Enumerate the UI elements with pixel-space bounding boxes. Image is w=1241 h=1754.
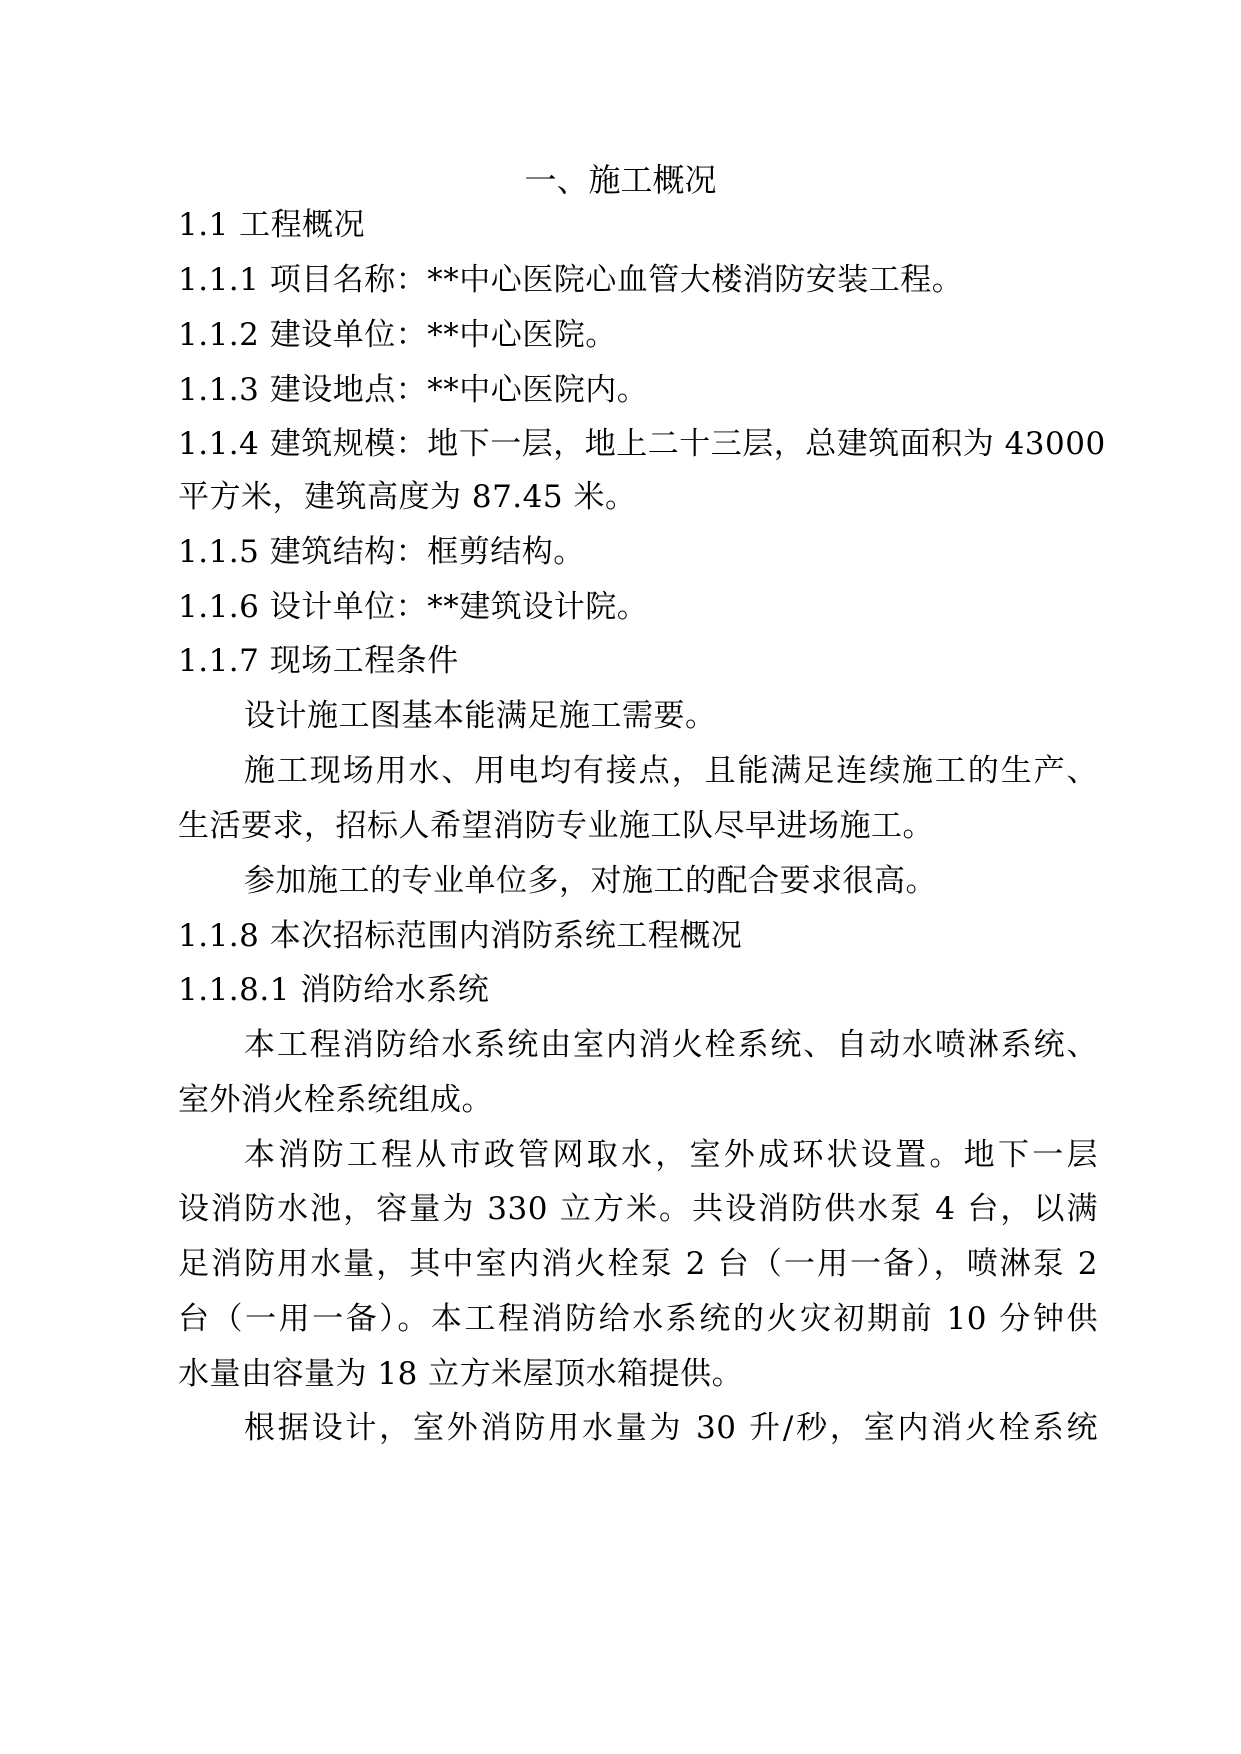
item-construction-site: 1.1.3 建设地点：**中心医院内。 [178, 372, 649, 408]
paragraph-site-utilities: 施工现场用水、用电均有接点，且能满足连续施工的生产、 [244, 753, 1098, 789]
item-construction-unit: 1.1.2 建设单位：**中心医院。 [178, 317, 617, 353]
paragraph-water-source-line-5: 水量由容量为 18 立方米屋顶水箱提供。 [178, 1356, 744, 1392]
paragraph-coordination: 参加施工的专业单位多，对施工的配合要求很高。 [244, 863, 937, 899]
paragraph-water-demand: 根据设计，室外消防用水量为 30 升/秒，室内消火栓系统 [244, 1410, 1098, 1446]
paragraph-water-source-line-2: 设消防水池，容量为 330 立方米。共设消防供水泵 4 台，以满 [178, 1191, 1098, 1227]
paragraph-water-source-line-3: 足消防用水量，其中室内消火栓泵 2 台（一用一备），喷淋泵 2 [178, 1246, 1098, 1282]
item-site-conditions: 1.1.7 现场工程条件 [178, 643, 459, 679]
item-building-scale: 1.1.4 建筑规模：地下一层，地上二十三层，总建筑面积为 43000 [178, 426, 1106, 462]
paragraph-water-source: 本消防工程从市政管网取水，室外成环状设置。地下一层 [244, 1137, 1098, 1173]
section-heading-1-1: 1.1 工程概况 [178, 207, 366, 243]
paragraph-water-source-line-4: 台（一用一备）。本工程消防给水系统的火灾初期前 10 分钟供 [178, 1301, 1098, 1337]
section-heading-1-1-8-1: 1.1.8.1 消防给水系统 [178, 972, 490, 1008]
item-project-name: 1.1.1 项目名称：**中心医院心血管大楼消防安装工程。 [178, 262, 964, 298]
paragraph-site-utilities-cont: 生活要求，招标人希望消防专业施工队尽早进场施工。 [178, 808, 934, 844]
paragraph-design-drawings: 设计施工图基本能满足施工需要。 [244, 698, 717, 734]
item-building-structure: 1.1.5 建筑结构：框剪结构。 [178, 534, 585, 570]
item-building-scale-cont: 平方米，建筑高度为 87.45 米。 [178, 479, 637, 515]
paragraph-water-system: 本工程消防给水系统由室内消火栓系统、自动水喷淋系统、 [244, 1027, 1098, 1063]
item-design-unit: 1.1.6 设计单位：**建筑设计院。 [178, 589, 649, 625]
page-title: 一、施工概况 [524, 161, 717, 199]
section-heading-1-1-8: 1.1.8 本次招标范围内消防系统工程概况 [178, 918, 743, 954]
paragraph-water-system-cont: 室外消火栓系统组成。 [178, 1082, 493, 1118]
